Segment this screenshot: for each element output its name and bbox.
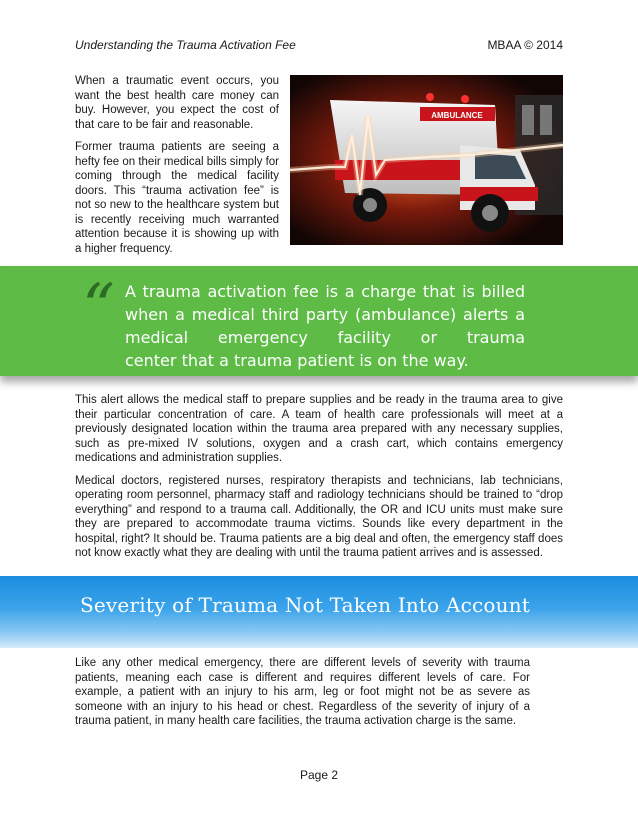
copyright: MBAA © 2014 bbox=[487, 38, 563, 52]
pull-quote bbox=[125, 280, 525, 372]
intro-column bbox=[75, 74, 279, 264]
intro-paragraph-2: Former trauma patients are seeing a hefty fee on their medical bills simply for coming through the medical facility doors. This “trauma activation fee” is not so new to the healthcare system but is recently receiving much warranted attention because it is showing up with a higher frequency. bbox=[75, 141, 279, 255]
body-paragraph-1: This alert allows the medical staff to prepare supplies and be ready in the trauma area to give their particular concentration of care. A team of health care professionals will meet at a previously designated location within the trauma area prepared with any necessary supplies, such as pre-mixed IV solutions, oxygen and a crash cart, which contains emergency medications and administration supplies. bbox=[75, 394, 563, 464]
ambulance-sign: AMBULANCE bbox=[431, 111, 483, 120]
quote-mark-icon: “ bbox=[82, 271, 115, 345]
pull-quote-last-line: center that a trauma patient is on the way. bbox=[125, 351, 469, 370]
page-number: Page 2 bbox=[299, 768, 339, 782]
document-title: Understanding the Trauma Activation Fee bbox=[75, 38, 296, 52]
intro-paragraph-1: When a traumatic event occurs, you want the best health care money can buy. However, you expect the cost of that care to be fair and reasonable. bbox=[75, 75, 279, 131]
section-paragraph: Like any other medical emergency, there are different levels of severity with trauma patients, meaning each case is different and requires different levels of care. For example, a patient with an injury to his arm, leg or foot might not be as severe as someone with an injury to his head or chest. Regardless of the severity of injury of a trauma patient, in many health care facilities, the trauma activation charge is the same. bbox=[75, 657, 530, 727]
body-paragraph-2: Medical doctors, registered nurses, respiratory therapists and technicians, lab technicians, operating room personnel, pharmacy staff and radiology technicians should be trained to “drop everything” and respond to a trauma call. Additionally, the OR and ICU units must make sure they are prepared to accommodate trauma victims. Sounds like every department in the hospital, right? It should be. Trauma patients are a big deal and often, the emergency staff does not know exactly what they are dealing with until the trauma patient arrives and is assessed. bbox=[75, 474, 563, 559]
body-text bbox=[75, 393, 563, 569]
ambulance-illustration bbox=[290, 75, 563, 245]
pull-quote-main: A trauma activation fee is a charge that is billed when a medical third party (ambulance) alerts a medical emergency facility or trauma bbox=[125, 282, 525, 347]
section-title: Severity of Trauma Not Taken Into Account bbox=[80, 593, 531, 617]
ambulance-photo bbox=[290, 75, 563, 245]
